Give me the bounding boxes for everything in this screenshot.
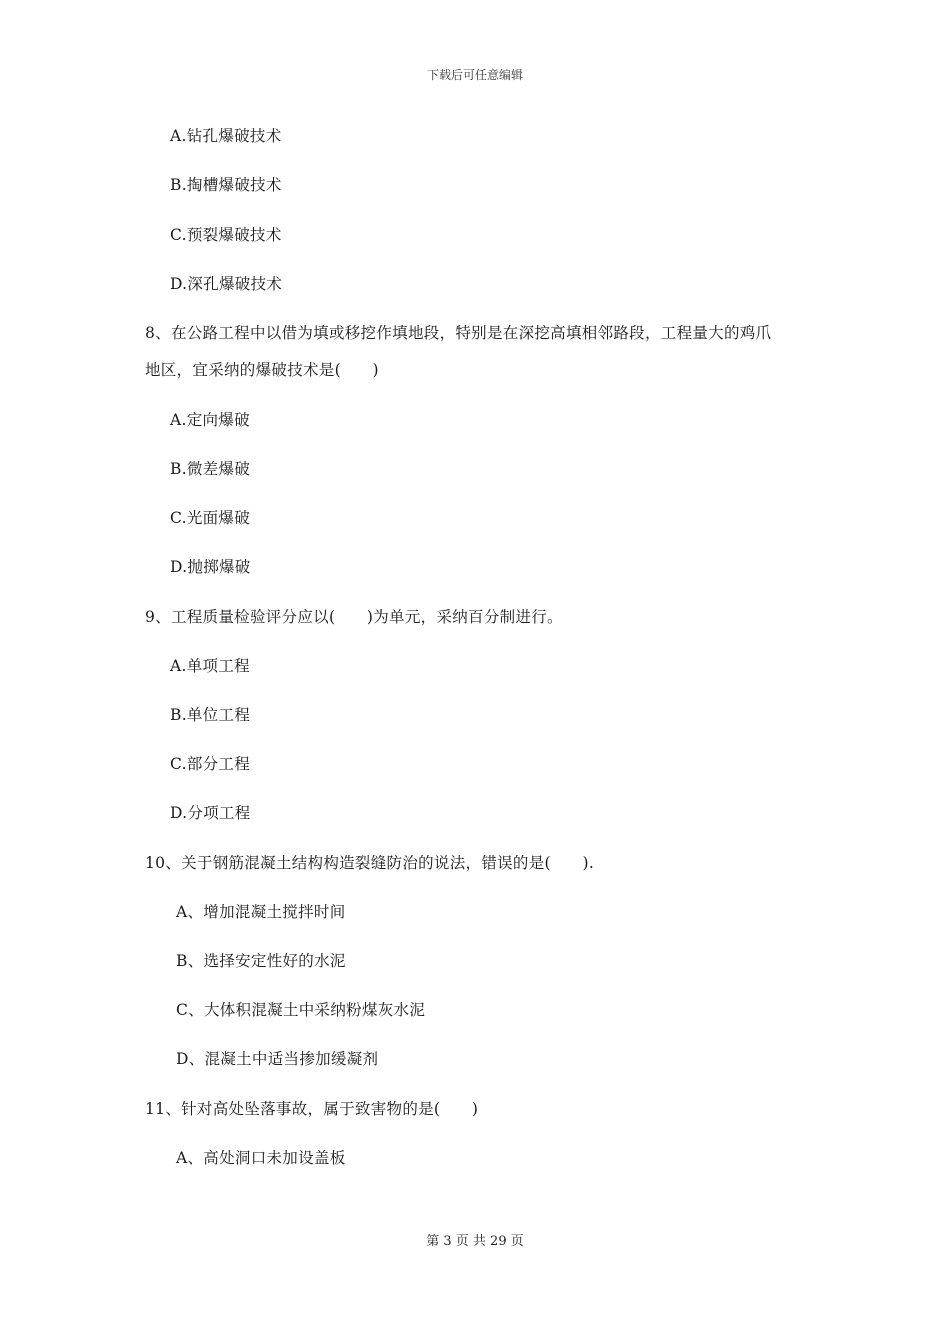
option-b: B、选择安定性好的水泥: [176, 952, 346, 970]
option-a: A、增加混凝土搅拌时间: [176, 903, 346, 921]
option-c: C.预裂爆破技术: [170, 226, 282, 244]
option-d: D.抛掷爆破: [170, 558, 251, 576]
option-b: B.微差爆破: [170, 460, 251, 478]
option-c: C、大体积混凝土中采纳粉煤灰水泥: [176, 1001, 426, 1019]
question-text-line: 9、工程质量检验评分应以( )为单元，采纳百分制进行。: [145, 608, 563, 626]
page-header: 下载后可任意编辑: [426, 68, 523, 82]
question-text-line: 地区，宜采纳的爆破技术是( ): [145, 361, 379, 379]
question-text-line: 11、针对高处坠落事故，属于致害物的是( ): [145, 1100, 479, 1118]
option-c: C.光面爆破: [170, 509, 251, 527]
option-b: B.单位工程: [170, 706, 251, 724]
option-a: A.定向爆破: [170, 411, 250, 429]
option-c: C.部分工程: [170, 755, 251, 773]
option-d: D、混凝土中适当掺加缓凝剂: [176, 1050, 379, 1068]
page-footer: 第 3 页 共 29 页: [426, 1234, 524, 1249]
option-b: B.掏槽爆破技术: [170, 176, 282, 194]
question-text-line: 8、在公路工程中以借为填或移挖作填地段，特别是在深挖高填相邻路段，工程量大的鸡爪: [145, 324, 772, 342]
option-a: A.单项工程: [170, 657, 250, 675]
option-d: D.分项工程: [170, 804, 251, 822]
question-text-line: 10、关于钢筋混凝土结构构造裂缝防治的说法，错误的是( ).: [145, 854, 595, 872]
option-a: A、高处洞口未加设盖板: [176, 1149, 346, 1167]
option-d: D.深孔爆破技术: [170, 275, 283, 293]
option-a: A.钻孔爆破技术: [170, 127, 282, 145]
